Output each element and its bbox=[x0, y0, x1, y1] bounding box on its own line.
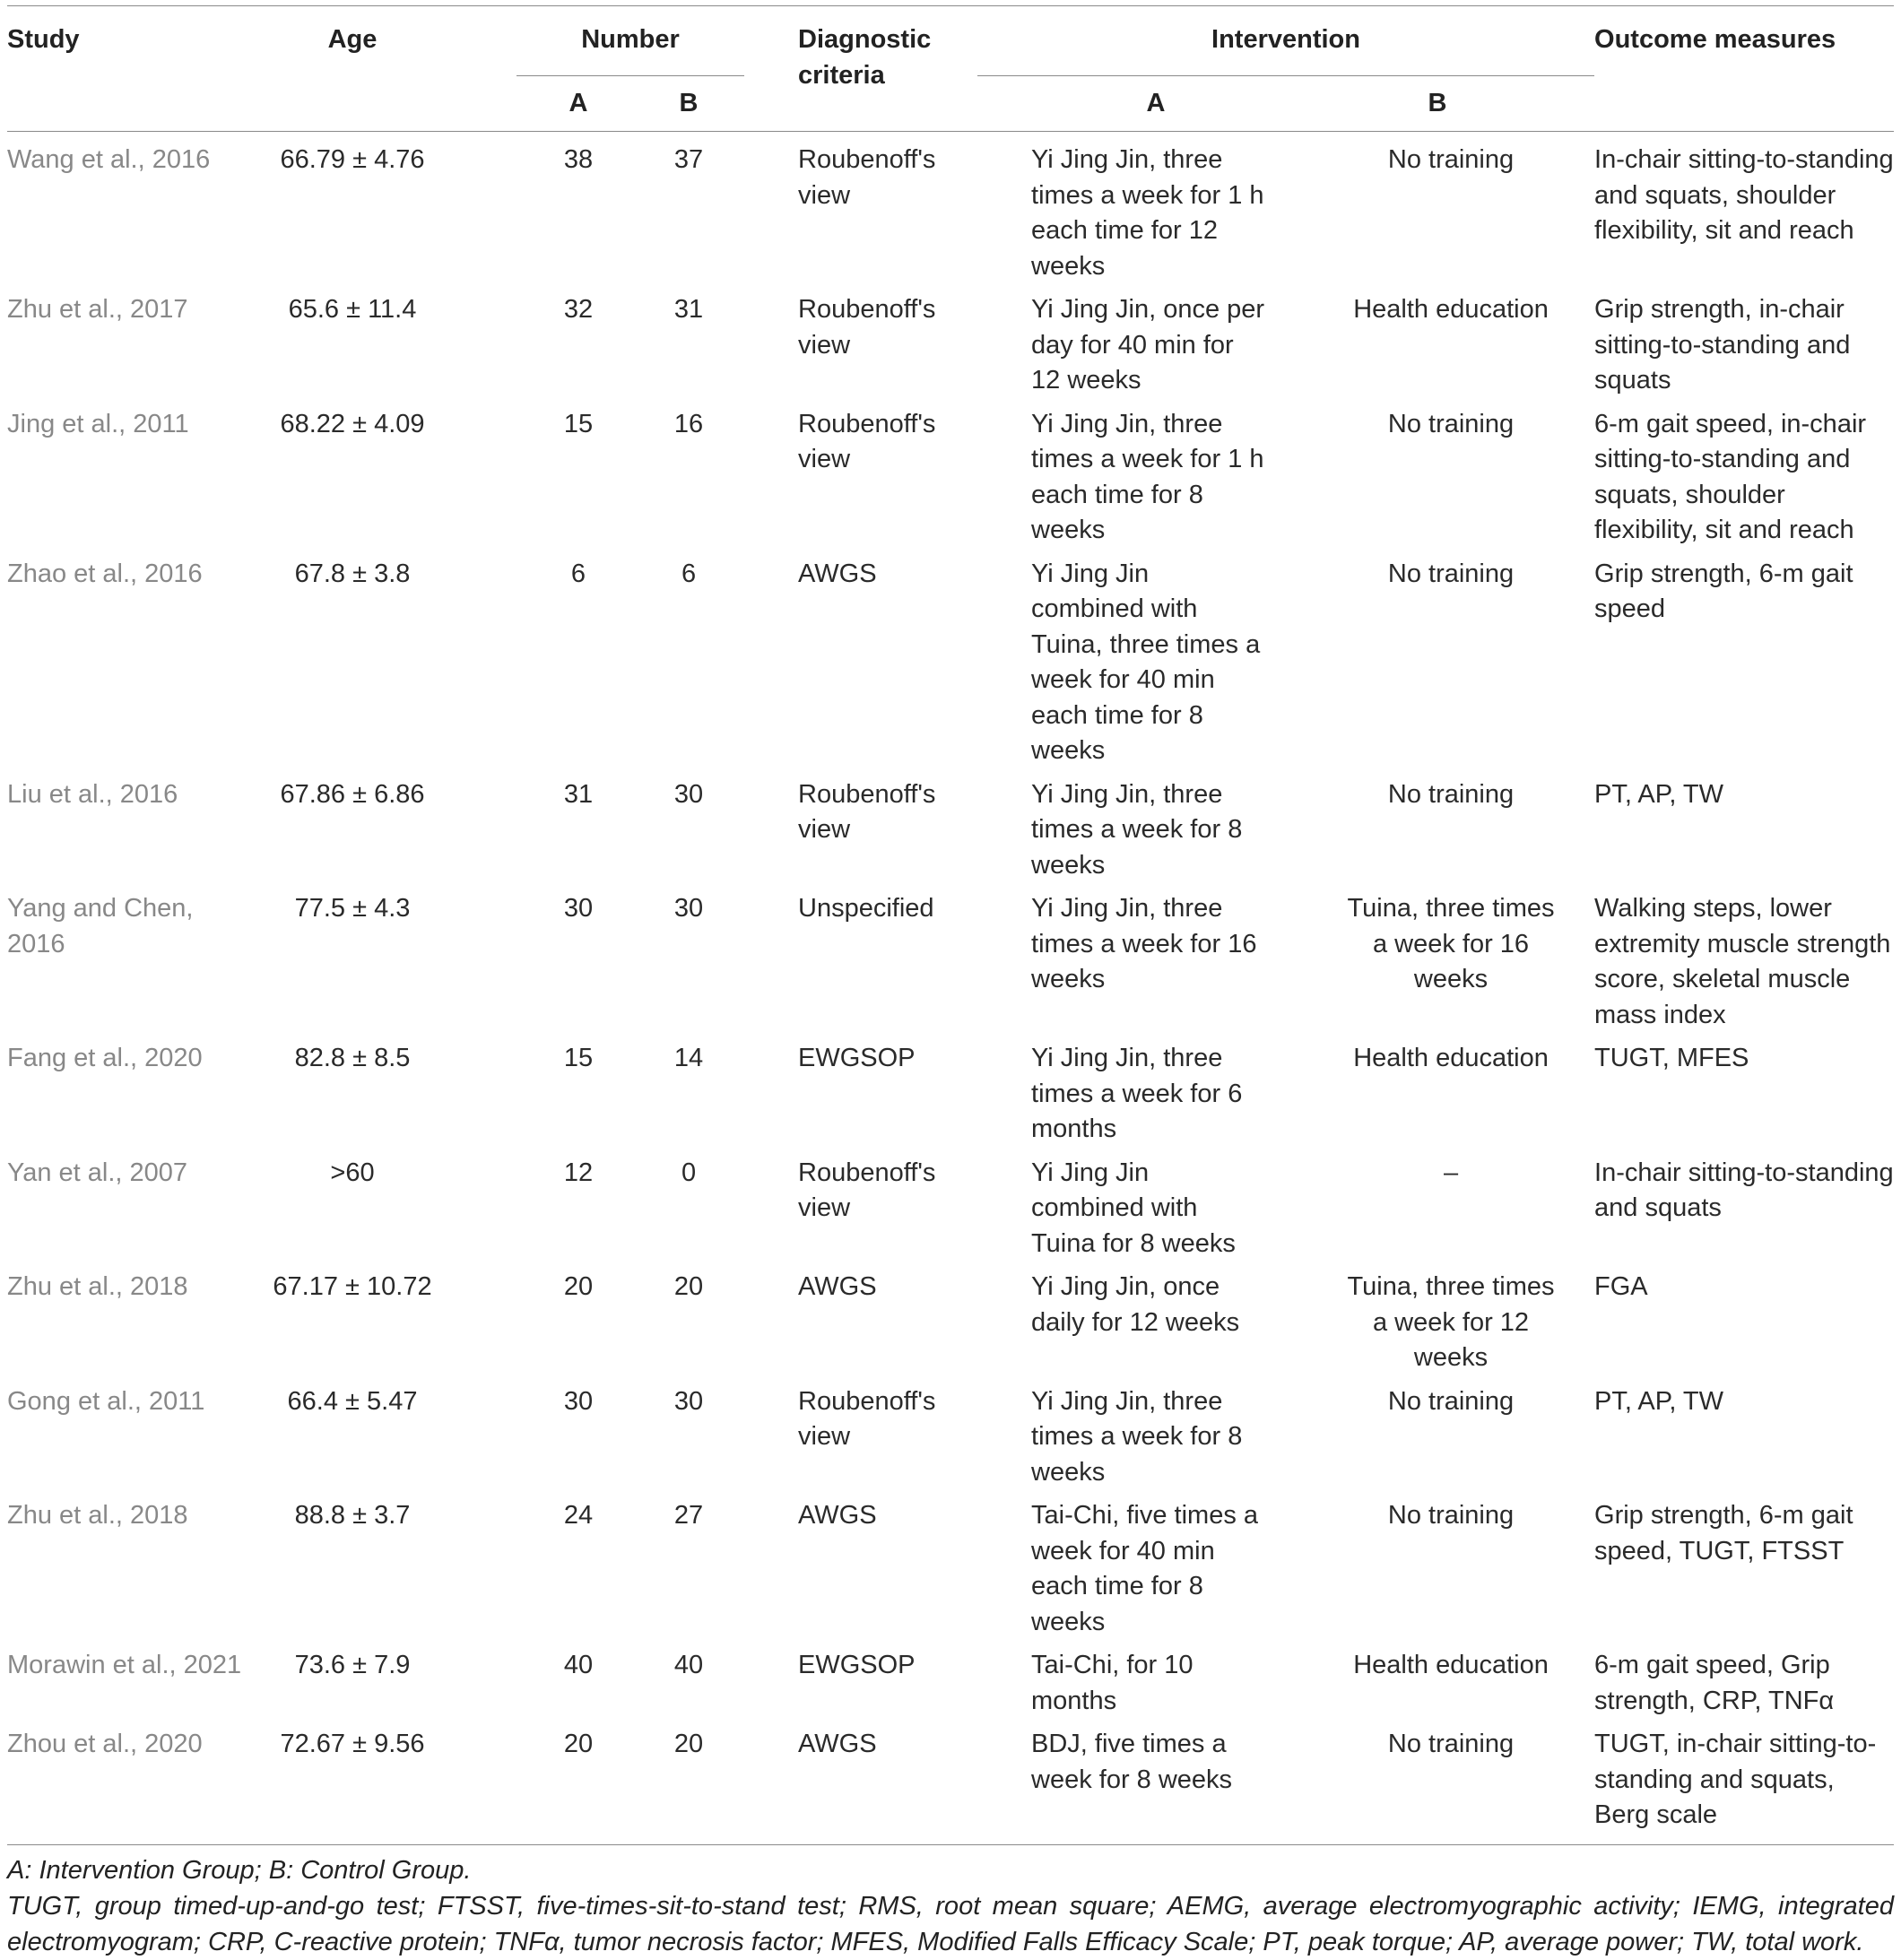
table-row bbox=[7, 557, 1894, 777]
cell-intervention-b: No training bbox=[1387, 779, 1515, 809]
cell-number-b: 20 bbox=[673, 1730, 704, 1758]
subheader-intervention-b: B bbox=[1280, 76, 1594, 132]
cell-intervention-b: No training bbox=[1387, 409, 1515, 438]
cell-number-a: 15 bbox=[563, 1044, 594, 1072]
cell-outcome: Grip strength, 6-m gait speed bbox=[1594, 559, 1853, 623]
cell-outcome: Grip strength, 6-m gait speed, TUGT, FTSST bbox=[1594, 1501, 1853, 1565]
table-body bbox=[7, 132, 1894, 1845]
cell-diagnostic: Roubenoff's view bbox=[798, 145, 936, 210]
cell-intervention-a: BDJ, five times a week for 8 weeks bbox=[1031, 1730, 1233, 1794]
cell-age: 73.6 ± 7.9 bbox=[294, 1651, 411, 1679]
cell-diagnostic: Roubenoff's view bbox=[798, 295, 936, 360]
table-row bbox=[7, 132, 1894, 293]
cell-number-a: 30 bbox=[563, 894, 594, 923]
cell-intervention-a: Tai-Chi, for 10 months bbox=[1031, 1651, 1194, 1715]
cell-number-a: 15 bbox=[563, 409, 594, 438]
cell-number-a: 32 bbox=[563, 295, 594, 324]
cell-study: Zhu et al., 2018 bbox=[7, 1501, 188, 1530]
header-intervention bbox=[977, 6, 1594, 76]
cell-outcome: PT, AP, TW bbox=[1594, 1386, 1723, 1416]
cell-intervention-b: No training bbox=[1387, 1386, 1515, 1416]
cell-number-b: 20 bbox=[673, 1272, 704, 1301]
subheader-intervention-a: A bbox=[977, 76, 1280, 132]
cell-age: 72.67 ± 9.56 bbox=[280, 1730, 425, 1758]
cell-intervention-a: Yi Jing Jin combined with Tuina, three times a week for 40 min each time for 8 weeks bbox=[1031, 559, 1261, 765]
cell-intervention-b: No training bbox=[1387, 1501, 1515, 1530]
cell-diagnostic: AWGS bbox=[798, 1501, 877, 1530]
table-row bbox=[7, 1727, 1894, 1844]
cell-intervention-b: Tuina, three times a week for 12 weeks bbox=[1347, 1272, 1555, 1372]
header-intervention-label: Intervention bbox=[1211, 25, 1360, 54]
cell-study: Liu et al., 2016 bbox=[7, 779, 178, 809]
cell-study: Zhu et al., 2017 bbox=[7, 295, 188, 324]
cell-diagnostic: EWGSOP bbox=[798, 1044, 916, 1072]
cell-age: 88.8 ± 3.7 bbox=[294, 1501, 411, 1530]
cell-intervention-a: Yi Jing Jin, three times a week for 8 weeks bbox=[1031, 779, 1243, 880]
cell-intervention-b: Tuina, three times a week for 16 weeks bbox=[1347, 894, 1555, 993]
cell-age: 67.8 ± 3.8 bbox=[294, 559, 411, 588]
cell-diagnostic: Roubenoff's view bbox=[798, 1386, 936, 1451]
table-row bbox=[7, 1156, 1894, 1271]
cell-study: Zhu et al., 2018 bbox=[7, 1272, 188, 1301]
cell-age: 67.86 ± 6.86 bbox=[280, 779, 425, 809]
cell-number-a: 31 bbox=[563, 779, 594, 809]
footnote-abbreviations: TUGT, group timed-up-and-go test; FTSST, five-times-sit-to-stand test; RMS, root mean square; AEMG, average electromyographic activity; IEMG, integrated electromyogram; CRP, C-reactive protein; TNFα, tumor necrosis factor; MFES, Modified Falls Efficacy Scale; PT, peak torque; AP, average power; TW, total work. bbox=[7, 1891, 1894, 1956]
cell-age: 65.6 ± 11.4 bbox=[288, 295, 417, 324]
cell-diagnostic: AWGS bbox=[798, 1272, 877, 1301]
table-row bbox=[7, 891, 1894, 1041]
subheader-number-b: B bbox=[633, 76, 744, 132]
cell-intervention-a: Yi Jing Jin, once daily for 12 weeks bbox=[1031, 1272, 1240, 1337]
cell-intervention-b: No training bbox=[1387, 1730, 1515, 1758]
table-row bbox=[7, 777, 1894, 892]
cell-study: Jing et al., 2011 bbox=[7, 409, 189, 438]
cell-study: Yang and Chen, 2016 bbox=[7, 894, 194, 958]
cell-outcome: PT, AP, TW bbox=[1594, 779, 1723, 809]
cell-number-b: 30 bbox=[673, 1386, 704, 1416]
header-outcome: Outcome measures bbox=[1594, 25, 1836, 54]
cell-number-a: 24 bbox=[563, 1501, 594, 1530]
header-age: Age bbox=[327, 25, 378, 54]
cell-intervention-a: Yi Jing Jin combined with Tuina for 8 weeks bbox=[1031, 1158, 1236, 1258]
header-study: Study bbox=[7, 25, 80, 54]
cell-outcome: In-chair sitting-to-standing and squats bbox=[1594, 1158, 1894, 1222]
table-row bbox=[7, 407, 1894, 557]
cell-age: 66.79 ± 4.76 bbox=[280, 145, 425, 174]
cell-number-b: 37 bbox=[673, 145, 704, 174]
cell-outcome: In-chair sitting-to-standing and squats, shoulder flexibility, sit and reach bbox=[1594, 145, 1894, 245]
cell-study: Wang et al., 2016 bbox=[7, 145, 211, 174]
cell-intervention-b: No training bbox=[1387, 559, 1515, 588]
cell-number-b: 16 bbox=[673, 409, 704, 438]
cell-outcome: Grip strength, in-chair sitting-to-standing and squats bbox=[1594, 295, 1851, 395]
table-row bbox=[7, 292, 1894, 407]
cell-study: Yan et al., 2007 bbox=[7, 1158, 188, 1187]
table-container bbox=[7, 5, 1894, 1960]
cell-study: Zhao et al., 2016 bbox=[7, 559, 203, 588]
cell-outcome: 6-m gait speed, Grip strength, CRP, TNFα bbox=[1594, 1651, 1835, 1715]
cell-intervention-a: Yi Jing Jin, three times a week for 8 weeks bbox=[1031, 1386, 1243, 1487]
cell-age: 77.5 ± 4.3 bbox=[294, 894, 411, 923]
cell-intervention-b: Health education bbox=[1353, 1044, 1549, 1072]
cell-diagnostic: Roubenoff's view bbox=[798, 779, 936, 844]
header-number-label: Number bbox=[581, 25, 680, 54]
cell-age: 68.22 ± 4.09 bbox=[280, 409, 425, 438]
cell-number-b: 0 bbox=[681, 1158, 697, 1187]
table-row bbox=[7, 1384, 1894, 1499]
cell-study: Morawin et al., 2021 bbox=[7, 1651, 242, 1679]
cell-number-a: 40 bbox=[563, 1651, 594, 1679]
cell-intervention-a: Tai-Chi, five times a week for 40 min each time for 8 weeks bbox=[1031, 1501, 1259, 1636]
cell-study: Zhou et al., 2020 bbox=[7, 1730, 203, 1758]
cell-intervention-a: Yi Jing Jin, three times a week for 1 h each time for 8 weeks bbox=[1031, 409, 1264, 544]
cell-intervention-b: No training bbox=[1387, 145, 1515, 174]
cell-intervention-a: Yi Jing Jin, once per day for 40 min for 12 weeks bbox=[1031, 295, 1265, 395]
cell-age: >60 bbox=[330, 1158, 375, 1187]
cell-number-b: 40 bbox=[673, 1651, 704, 1679]
header-row bbox=[7, 6, 1894, 76]
cell-number-b: 31 bbox=[673, 295, 704, 324]
cell-outcome: TUGT, in-chair sitting-to-standing and squats, Berg scale bbox=[1594, 1730, 1877, 1829]
cell-number-a: 6 bbox=[570, 559, 586, 588]
cell-number-b: 14 bbox=[673, 1044, 704, 1072]
cell-number-b: 27 bbox=[673, 1501, 704, 1530]
table-footnotes bbox=[7, 1852, 1894, 1960]
cell-intervention-b: Health education bbox=[1353, 295, 1549, 324]
cell-intervention-a: Yi Jing Jin, three times a week for 16 weeks bbox=[1031, 894, 1257, 993]
cell-age: 67.17 ± 10.72 bbox=[273, 1272, 432, 1301]
cell-intervention-b: – bbox=[1443, 1158, 1459, 1187]
cell-number-a: 20 bbox=[563, 1730, 594, 1758]
table-row bbox=[7, 1498, 1894, 1648]
study-characteristics-table bbox=[7, 5, 1894, 1845]
table-row bbox=[7, 1648, 1894, 1727]
cell-age: 82.8 ± 8.5 bbox=[294, 1044, 411, 1072]
cell-diagnostic: AWGS bbox=[798, 559, 877, 588]
cell-diagnostic: AWGS bbox=[798, 1730, 877, 1758]
cell-intervention-a: Yi Jing Jin, three times a week for 6 months bbox=[1031, 1044, 1243, 1143]
cell-number-b: 30 bbox=[673, 894, 704, 923]
header-diagnostic: Diagnostic criteria bbox=[798, 25, 932, 90]
cell-study: Fang et al., 2020 bbox=[7, 1044, 203, 1072]
header-number bbox=[516, 6, 744, 76]
cell-diagnostic: Unspecified bbox=[798, 894, 934, 923]
table-row bbox=[7, 1270, 1894, 1384]
cell-diagnostic: Roubenoff's view bbox=[798, 1158, 936, 1222]
cell-age: 66.4 ± 5.47 bbox=[287, 1386, 418, 1416]
cell-outcome: TUGT, MFES bbox=[1594, 1044, 1749, 1072]
cell-number-a: 12 bbox=[563, 1158, 594, 1187]
cell-intervention-b: Health education bbox=[1353, 1651, 1549, 1679]
cell-diagnostic: EWGSOP bbox=[798, 1651, 916, 1679]
cell-outcome: Walking steps, lower extremity muscle strength score, skeletal muscle mass index bbox=[1594, 894, 1891, 1029]
cell-number-a: 38 bbox=[563, 145, 594, 174]
cell-diagnostic: Roubenoff's view bbox=[798, 409, 936, 473]
cell-study: Gong et al., 2011 bbox=[7, 1386, 205, 1416]
cell-outcome: FGA bbox=[1594, 1272, 1648, 1301]
cell-number-b: 6 bbox=[681, 559, 697, 588]
cell-number-a: 20 bbox=[563, 1272, 594, 1301]
cell-outcome: 6-m gait speed, in-chair sitting-to-standing and squats, shoulder flexibility, sit and reach bbox=[1594, 409, 1867, 544]
cell-number-a: 30 bbox=[563, 1386, 594, 1416]
table-row bbox=[7, 1041, 1894, 1156]
subheader-number-a: A bbox=[516, 76, 633, 132]
cell-intervention-a: Yi Jing Jin, three times a week for 1 h each time for 12 weeks bbox=[1031, 145, 1264, 281]
cell-number-b: 30 bbox=[673, 779, 704, 809]
footnote-groups: A: Intervention Group; B: Control Group. bbox=[7, 1855, 472, 1885]
